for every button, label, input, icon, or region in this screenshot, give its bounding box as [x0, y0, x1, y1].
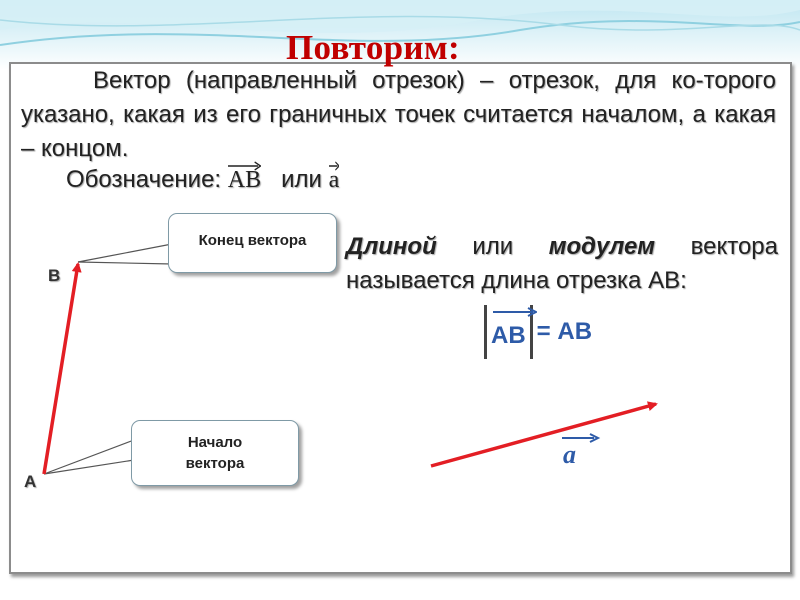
definition-text: Вектор (направленный отрезок) – отрезок, для ко-торого указано, какая из его граничных точек считается началом, а какая – концом.: [21, 67, 776, 162]
vector-ab-arrow: [44, 264, 78, 474]
formula-equals-ab: = АВ: [536, 318, 593, 345]
callout-start-of-vector: Начало вектора: [131, 420, 299, 486]
vector-a-arrow: [431, 404, 656, 466]
callout-end-of-vector: Конец вектора: [168, 213, 337, 273]
leader-line-end-lower: [78, 262, 172, 264]
term-modulus: модулем: [548, 233, 656, 260]
modulus-formula: [484, 301, 592, 357]
notation-label: Обозначение:: [66, 166, 222, 193]
page-title: Повторим:: [286, 28, 460, 67]
term-connector: или: [472, 233, 514, 260]
vector-arrow-icon: [493, 307, 537, 317]
vector-ab-notation: AB: [228, 167, 261, 194]
formula-vector-ab: АВ: [487, 301, 530, 363]
vector-a-notation: a: [329, 167, 340, 194]
leader-line-start-upper: [44, 440, 134, 474]
length-definition-rest: вектора называется длина отрезка АВ:: [346, 233, 778, 294]
point-a-label: А: [24, 472, 37, 491]
point-b-label: В: [48, 266, 61, 285]
vector-a-label: a: [563, 440, 576, 469]
length-definition: [346, 230, 778, 298]
leader-line-end-upper: [78, 244, 172, 262]
leader-line-start-lower: [44, 460, 134, 474]
term-length: Длиной: [346, 233, 437, 260]
notation-or: или: [281, 166, 322, 193]
